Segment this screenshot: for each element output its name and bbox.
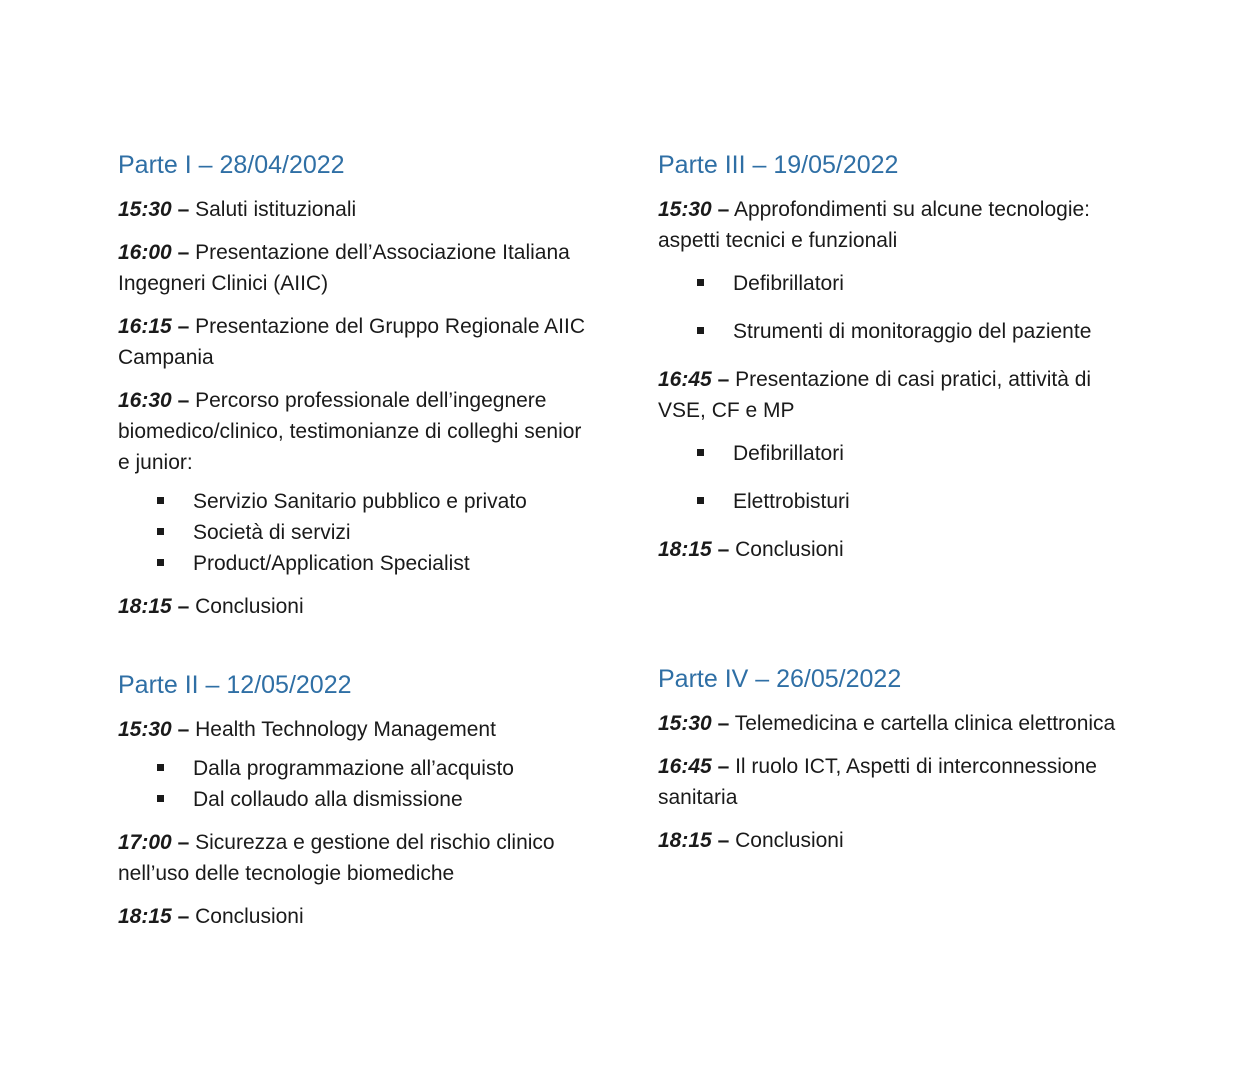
agenda-item [658, 534, 1128, 565]
section-title: Parte I – 28/04/2022 [118, 151, 345, 179]
item-time: 16:00 [118, 241, 172, 264]
item-separator: – [177, 241, 190, 264]
square-bullet-icon [157, 764, 164, 771]
agenda-item [658, 825, 1128, 856]
agenda-item [658, 751, 1128, 813]
item-text: Approfondimenti su alcune tecnologie: aspetti tecnici e funzionali [658, 198, 1091, 252]
square-bullet-icon [697, 497, 704, 504]
item-text: Conclusioni [735, 538, 844, 561]
item-time: 16:30 [118, 389, 172, 412]
list-item-text: Dal collaudo alla dismissione [193, 788, 463, 811]
bullet-list [658, 268, 1128, 347]
item-separator: – [177, 595, 190, 618]
list-item [696, 316, 1128, 347]
item-text: Percorso professionale dell’ingegnere biomedico/clinico, testimonianze di colleghi senior e junior: [118, 389, 582, 474]
list-item [156, 517, 588, 548]
square-bullet-icon [157, 497, 164, 504]
agenda-item [658, 708, 1128, 739]
item-time: 15:30 [118, 198, 172, 221]
item-time: 17:00 [118, 831, 172, 854]
item-text: Presentazione dell’Associazione Italiana Ingegneri Clinici (AIIC) [118, 241, 570, 295]
item-time: 15:30 [658, 712, 712, 735]
item-time: 18:15 [118, 905, 172, 928]
bullet-list [658, 438, 1128, 517]
item-time: 18:15 [658, 829, 712, 852]
agenda-item [658, 194, 1128, 256]
list-item-text: Defibrillatori [733, 442, 844, 465]
square-bullet-icon [157, 559, 164, 566]
item-text: Conclusioni [195, 595, 304, 618]
list-item-text: Product/Application Specialist [193, 552, 470, 575]
agenda-item [118, 827, 588, 889]
item-separator: – [177, 831, 190, 854]
item-separator: – [177, 718, 190, 741]
item-time: 16:45 [658, 368, 712, 391]
list-item-text: Servizio Sanitario pubblico e privato [193, 490, 527, 513]
square-bullet-icon [697, 279, 704, 286]
list-item [696, 268, 1128, 299]
list-item-text: Strumenti di monitoraggio del paziente [733, 320, 1092, 343]
list-item-text: Elettrobisturi [733, 490, 850, 513]
item-separator: – [177, 198, 190, 221]
list-item [156, 784, 588, 815]
agenda-item [118, 237, 588, 299]
section-parte-1 [118, 150, 588, 634]
list-item [156, 753, 588, 784]
section-title: Parte III – 19/05/2022 [658, 151, 899, 179]
item-text: Presentazione del Gruppo Regionale AIIC Campania [118, 315, 586, 369]
item-separator: – [717, 538, 730, 561]
item-separator: – [717, 755, 730, 778]
item-time: 15:30 [658, 198, 712, 221]
item-time: 15:30 [118, 718, 172, 741]
bullet-list [118, 486, 588, 579]
item-separator: – [717, 829, 730, 852]
item-time: 16:15 [118, 315, 172, 338]
item-text: Health Technology Management [195, 718, 496, 741]
section-parte-2 [118, 670, 588, 944]
item-text: Sicurezza e gestione del rischio clinico nell’uso delle tecnologie biomediche [118, 831, 555, 885]
item-separator: – [717, 198, 730, 221]
list-item-text: Dalla programmazione all’acquisto [193, 757, 514, 780]
list-item [156, 486, 588, 517]
item-text: Conclusioni [735, 829, 844, 852]
section-title: Parte IV – 26/05/2022 [658, 665, 902, 693]
section-parte-4 [658, 664, 1128, 868]
square-bullet-icon [697, 327, 704, 334]
agenda-item [118, 714, 588, 745]
list-item [696, 486, 1128, 517]
item-time: 16:45 [658, 755, 712, 778]
agenda-item [118, 901, 588, 932]
square-bullet-icon [157, 528, 164, 535]
item-text: Presentazione di casi pratici, attività di VSE, CF e MP [658, 368, 1092, 422]
item-text: Conclusioni [195, 905, 304, 928]
agenda-item [118, 194, 588, 225]
list-item-text: Società di servizi [193, 521, 351, 544]
list-item [156, 548, 588, 579]
item-separator: – [717, 712, 730, 735]
square-bullet-icon [157, 795, 164, 802]
section-parte-3 [658, 150, 1128, 577]
item-text: Telemedicina e cartella clinica elettronica [734, 712, 1116, 735]
agenda-item [118, 591, 588, 622]
square-bullet-icon [697, 449, 704, 456]
bullet-list [118, 753, 588, 815]
item-text: Saluti istituzionali [195, 198, 357, 221]
item-text: Il ruolo ICT, Aspetti di interconnessione sanitaria [658, 755, 1097, 809]
item-separator: – [717, 368, 730, 391]
section-title: Parte II – 12/05/2022 [118, 671, 352, 699]
agenda-item [118, 311, 588, 373]
item-time: 18:15 [658, 538, 712, 561]
item-separator: – [177, 389, 190, 412]
list-item [696, 438, 1128, 469]
item-separator: – [177, 905, 190, 928]
list-item-text: Defibrillatori [733, 272, 844, 295]
agenda-item [118, 385, 588, 478]
agenda-item [658, 364, 1128, 426]
item-time: 18:15 [118, 595, 172, 618]
item-separator: – [177, 315, 190, 338]
